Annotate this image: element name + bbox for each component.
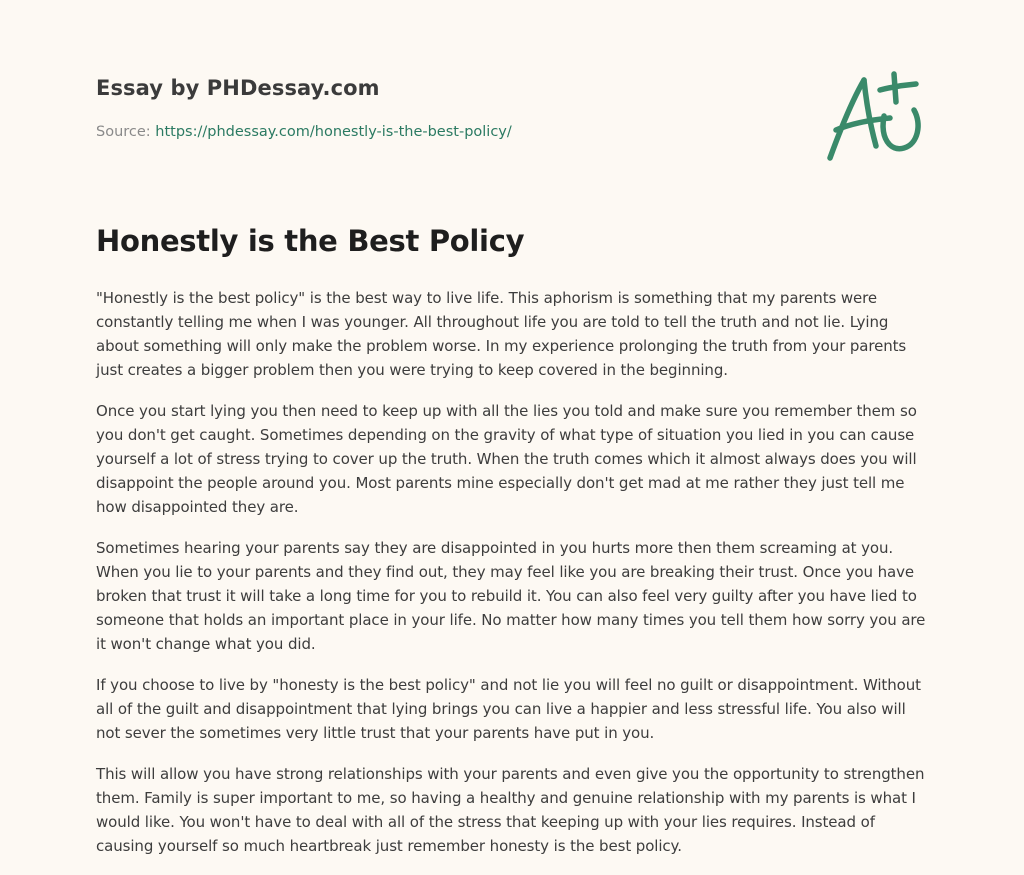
essay-paragraph: If you choose to live by "honesty is the best policy" and not lie you will feel no guilt or disappointment. Without all of the guilt and disappointment that lying brings you can live a happier and less stressful life. You also will not sever the sometimes very little trust that your parents have put in you. [96, 676, 921, 742]
a-plus-logo-icon [820, 66, 930, 166]
essay-paragraph: This will allow you have strong relationships with your parents and even give you the opportunity to strengthen them. Family is super important to me, so having a healthy and genuine relationship with my parents is what I would like. You won't have to deal with all of the stress that keeping up with your lies requires. Instead of causing yourself so much heartbreak just remember honesty is the best policy. [96, 765, 925, 855]
source-line [96, 124, 512, 140]
essay-paragraph: Once you start lying you then need to keep up with all the lies you told and make sure you remember them so you don't get caught. Sometimes depending on the gravity of what type of situation you lied in you can cause yourself a lot of stress trying to cover up the truth. When the truth comes which it almost always does you will disappoint the people around you. Most parents mine especially don't get mad at me rather they just tell me how disappointed they are. [96, 402, 917, 516]
essay-paragraph: "Honestly is the best policy" is the best way to live life. This aphorism is something that my parents were constantly telling me when I was younger. All throughout life you are told to tell the truth and not lie. Lying about something will only make the problem worse. In my experience prolonging the truth from your parents just creates a bigger problem then you were trying to keep covered in the beginning. [96, 289, 907, 379]
essay-paragraph: Sometimes hearing your parents say they are disappointed in you hurts more then them screaming at you. When you lie to your parents and they find out, they may feel like you are breaking their trust. Once you have broken that trust it will take a long time for you to rebuild it. You can also feel very guilty after you have lied to someone that holds an important place in your life. No matter how many times you tell them how sorry you are it won't change what you did. [96, 539, 926, 653]
site-brand: Essay by PHDessay.com [96, 76, 380, 100]
source-label: Source: [96, 124, 151, 140]
essay-body [96, 286, 932, 875]
essay-title: Honestly is the Best Policy [96, 224, 525, 258]
source-link[interactable]: https://phdessay.com/honestly-is-the-best-policy/ [155, 124, 512, 140]
